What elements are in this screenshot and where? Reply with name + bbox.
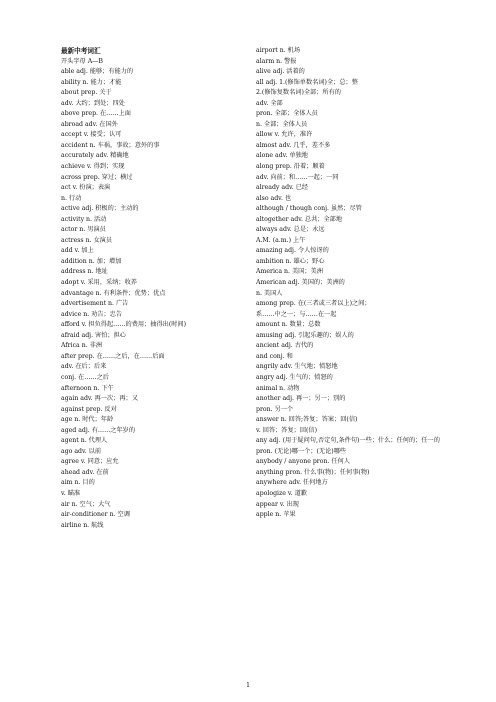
vocab-entry-line: and conj. 和	[256, 352, 293, 360]
vocab-entry-line: activity n. 活动	[61, 215, 107, 223]
vocab-entry-line: ago adv. 以前	[61, 447, 102, 455]
vocab-entry-line: able adj. 能够；有能力的	[61, 68, 134, 76]
vocab-entry-line: n. 美国人	[256, 289, 283, 297]
vocab-entry-line: along prep. 沿着；顺着	[256, 163, 325, 171]
right-column	[256, 46, 456, 521]
vocab-entry-line: any adj. (用于疑问句,否定句,条件句)一些；什么；任何的；任一的	[256, 437, 440, 445]
vocab-entry-line: A.M. (a.m.) 上午	[256, 236, 306, 244]
vocab-entry-line: almost adv. 几乎，差不多	[256, 141, 331, 149]
vocab-entry-line: apologize v. 道歉	[256, 489, 307, 497]
vocab-entry-line: agree v. 同意；应允	[61, 458, 119, 466]
vocab-entry-line: adv. 在后；后来	[61, 363, 107, 371]
vocab-entry-line: alive adj. 活着的	[256, 68, 305, 76]
vocab-entry-line: adv. 大约；到处；四处	[61, 99, 125, 107]
vocab-entry-line: v. 回答；答复；回(信)	[256, 426, 318, 434]
vocab-entry-line: all adj. 1.(修饰单数名词)全；总；整	[256, 78, 358, 86]
vocab-entry-line: Africa n. 非洲	[61, 342, 103, 350]
left-column	[61, 46, 251, 531]
vocab-entry-line: again adv. 再一次；再；又	[61, 395, 138, 403]
vocab-entry-line: accurately adv. 精确地	[61, 152, 129, 160]
vocab-entry-line: 2.(修饰复数名词)全部；所有的	[256, 89, 341, 97]
vocab-entry-line: abroad adv. 在国外	[61, 120, 118, 128]
vocab-entry-line: pron. (无论)哪一个；(无论)哪些	[256, 447, 347, 455]
vocab-entry-line: angrily adv. 生气地；愤怒地	[256, 363, 338, 371]
vocab-entry-line: afford v. 担负得起……的费用；抽得出(时间)	[61, 321, 187, 329]
vocab-entry-line: always adv. 总是；永远	[256, 226, 325, 234]
vocab-entry-line: anything pron. 什么事(物)；任何事(物)	[256, 468, 370, 476]
vocab-entry-line: about prep. 关于	[61, 89, 112, 97]
vocab-entry-line: n. 全部；全体人员	[256, 120, 308, 128]
vocab-entry-line: also adv. 也	[256, 194, 292, 202]
vocab-entry-line: achieve v. 得到；实现	[61, 163, 125, 171]
vocab-entry-line: conj. 在……之后	[61, 373, 109, 381]
vocab-entry-line: afraid adj. 害怕；担心	[61, 331, 126, 339]
vocab-entry-line: 开头字母 A—B	[61, 57, 103, 65]
vocab-entry-line: air-conditioner n. 空调	[61, 511, 130, 519]
vocab-entry-line: airport n. 机场	[256, 47, 301, 54]
vocab-entry-line: altogether adv. 总共；全部地	[256, 215, 343, 223]
vocab-entry-line: angry adj. 生气的；愤怒的	[256, 373, 333, 381]
vocab-entry-line: ability n. 能力；才能	[61, 78, 122, 86]
vocab-entry-line: 系……中之一；与……在一起	[256, 310, 337, 318]
vocab-entry-line: appear v. 出现	[256, 500, 299, 508]
vocab-entry-line: apple n. 苹果	[256, 511, 296, 519]
page-number: 1	[246, 682, 250, 689]
vocab-entry-line: adopt v. 采用，采纳；收养	[61, 279, 137, 287]
vocab-entry-line: anywhere adv. 任何地方	[256, 479, 328, 487]
vocab-entry-line: ambition n. 雄心；野心	[256, 257, 325, 265]
vocab-entry-line: add v. 加上	[61, 247, 94, 255]
vocab-entry-line: act v. 扮演；表演	[61, 184, 111, 192]
vocab-entry-line: alarm n. 警报	[256, 57, 297, 65]
vocab-entry-line: accident n. 车祸，事故；意外的事	[61, 141, 160, 149]
vocab-entry-line: agent n. 代理人	[61, 437, 108, 445]
vocab-entry-line: ancient adj. 古代的	[256, 342, 314, 350]
vocab-entry-line: answer n. 回答;答复；答案；回(信)	[256, 416, 358, 424]
vocab-entry-line: ahead adv. 在前	[61, 468, 109, 476]
vocab-entry-line: among prep. 在(三者或三者以上)之间；	[256, 300, 371, 308]
vocab-entry-line: American adj. 美国的；美洲的	[256, 279, 345, 287]
vocab-entry-line: another adj. 再一；另一；别的	[256, 395, 346, 403]
vocab-entry-line: alone adv. 单独地	[256, 152, 308, 160]
vocab-entry-line: airline n. 航线	[61, 521, 104, 529]
vocab-entry-line: address n. 地址	[61, 268, 108, 276]
vocab-entry-line: America n. 美国；美洲	[256, 268, 323, 276]
vocab-entry-line: after prep. 在……之后，在……后面	[61, 352, 165, 360]
vocab-entry-line: n. 行动	[61, 194, 82, 202]
vocab-entry-line: advantage n. 有利条件；优势；优点	[61, 289, 166, 297]
vocab-entry-line: aim n. 目的	[61, 479, 95, 487]
document-title: 最新中考词汇	[61, 47, 101, 55]
vocab-entry-line: anybody / anyone pron. 任何人	[256, 458, 350, 466]
vocab-entry-line: v. 瞄准	[61, 489, 81, 497]
vocab-entry-line: above prep. 在……上面	[61, 110, 131, 118]
vocab-entry-line: amusing adj. 引起乐趣的；娱人的	[256, 331, 354, 339]
vocab-entry-line: pron. 全部；全体人员	[256, 110, 318, 118]
vocab-entry-line: aged adj. 有……之年岁的	[61, 426, 136, 434]
vocab-entry-line: afternoon n. 下午	[61, 384, 114, 392]
vocab-entry-line: advice n. 劝告；忠告	[61, 310, 123, 318]
vocab-entry-line: advertisement n. 广告	[61, 300, 129, 308]
vocab-entry-line: pron. 另一个	[256, 405, 294, 413]
vocab-entry-line: allow v. 允许，准许	[256, 131, 313, 139]
vocab-entry-line: adv. 全部	[256, 99, 283, 107]
vocab-entry-line: addition n. 加；增加	[61, 257, 122, 265]
vocab-entry-line: against prep. 反对	[61, 405, 117, 413]
vocab-entry-line: amount n. 数量；总数	[256, 321, 321, 329]
vocab-entry-line: although / though conj. 虽然；尽管	[256, 205, 362, 213]
vocab-entry-line: animal n. 动物	[256, 384, 300, 392]
vocab-entry-line: air n. 空气；大气	[61, 500, 111, 508]
vocab-entry-line: actress n. 女演员	[61, 236, 113, 244]
vocab-entry-line: accept v. 接受；认可	[61, 131, 122, 139]
vocab-entry-line: age n. 时代；年龄	[61, 416, 114, 424]
vocab-entry-line: active adj. 积极的；主动的	[61, 205, 139, 213]
vocab-entry-line: amazing adj. 令人惊讶的	[256, 247, 329, 255]
vocab-entry-line: across prep. 穿过；横过	[61, 173, 133, 181]
vocab-entry-line: actor n. 男演员	[61, 226, 106, 234]
vocab-entry-line: already adv. 已经	[256, 184, 309, 192]
vocab-entry-line: adv. 向前；和……一起；一同	[256, 173, 339, 181]
